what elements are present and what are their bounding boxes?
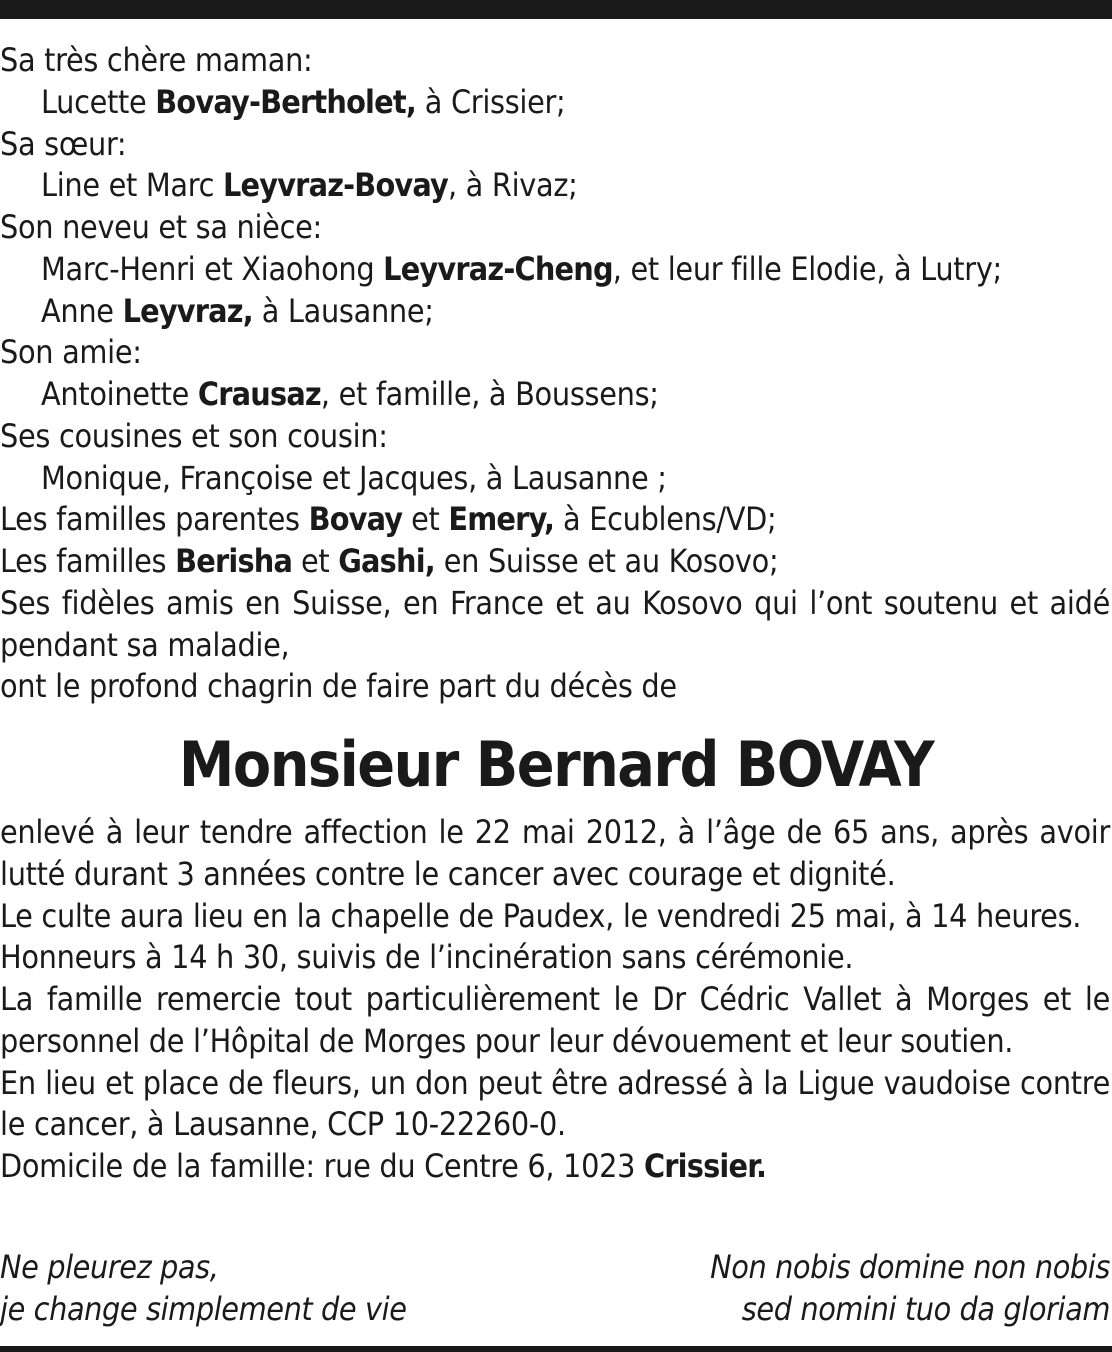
relation-heading (0, 541, 1110, 583)
details-paragraph (0, 937, 1110, 979)
text-segment: Son neveu et sa nièce: (0, 208, 322, 246)
text-segment: Les familles parentes (0, 500, 309, 539)
text-segment: Honneurs à 14 h 30, suivis de l’incinération sans cérémonie. (0, 938, 854, 977)
text-segment: En lieu et place de fleurs, un don peut être adressé à la Ligue vaudoise contre le cancer, à Lausanne, CCP 10-22260-0. (0, 1063, 1110, 1144)
text-segment: Antoinette (41, 375, 198, 413)
bold-name: Gashi, (338, 542, 435, 580)
text-segment: Son amie: (0, 333, 142, 372)
bold-name: Leyvraz-Cheng (383, 249, 613, 288)
relation-heading (0, 332, 1110, 374)
details-paragraph (0, 812, 1110, 896)
quote-right-line: sed nomini tuo da gloriam (741, 1290, 1110, 1328)
bold-name: Bovay-Bertholet, (155, 82, 416, 121)
details-paragraph (0, 896, 1110, 938)
bold-name: Emery, (448, 500, 555, 539)
text-segment: Domicile de la famille: rue du Centre 6, 1023 (0, 1147, 644, 1185)
text-segment: La famille remercie tout particulièrement le Dr Cédric Vallet à Morges et le personnel de l’Hôpital de Morges pour leur dévouement et leur soutien. (0, 980, 1110, 1060)
friends-paragraph: Ses fidèles amis en Suisse, en France et au Kosovo qui l’ont soutenu et aidé pendant sa maladie, (0, 583, 1110, 664)
text-segment: Anne (41, 291, 123, 330)
text-segment: à Crissier; (415, 82, 566, 121)
relation-heading (0, 40, 1110, 82)
text-segment: , et leur fille Elodie, à Lutry; (612, 249, 1002, 288)
text-segment: Sa sœur: (0, 124, 127, 163)
relation-heading (0, 207, 1110, 249)
text-segment: en Suisse et au Kosovo; (434, 542, 779, 580)
text-segment: Marc-Henri et Xiaohong (41, 249, 384, 288)
bold-name: Bovay (308, 500, 403, 539)
text-segment: , à Rivaz; (448, 166, 578, 205)
details-paragraph (0, 1063, 1110, 1147)
bottom-rule (0, 1346, 1112, 1352)
relation-heading (0, 124, 1110, 166)
bold-name: Crausaz (197, 375, 321, 413)
text-segment: Le culte aura lieu en la chapelle de Paudex, le vendredi 25 mai, à 14 heures. (0, 896, 1082, 935)
details-paragraph (0, 979, 1110, 1063)
text-segment: à Ecublens/VD; (554, 500, 777, 539)
details-section (0, 812, 1110, 1188)
text-segment: , et famille, à Boussens; (320, 375, 659, 413)
quote-left (0, 1246, 407, 1330)
family-member-line (0, 458, 1110, 500)
announcement-line: ont le profond chagrin de faire part du décès de (0, 667, 677, 706)
text-segment: Ses cousines et son cousin: (0, 416, 388, 455)
details-paragraph (0, 1146, 1110, 1188)
text-segment: Line et Marc (41, 166, 223, 205)
quote-right (710, 1246, 1110, 1330)
text-segment: Monique, Françoise et Jacques, à Lausanne ; (41, 458, 667, 497)
family-member-line (0, 374, 1110, 416)
bold-name: Leyvraz, (122, 291, 253, 330)
text-segment: Lucette (41, 82, 156, 121)
bold-name: Crissier. (643, 1147, 767, 1185)
family-member-line (0, 165, 1110, 207)
relation-heading (0, 416, 1110, 458)
family-member-line (0, 249, 1110, 291)
text-segment: Sa très chère maman: (0, 41, 313, 79)
quote-left-line: je change simplement de vie (0, 1290, 407, 1328)
text-segment: Les familles (0, 542, 176, 580)
text-segment: à Lausanne; (252, 291, 434, 330)
text-segment: et (292, 542, 339, 580)
family-member-line (0, 82, 1110, 124)
family-lines (0, 40, 1110, 583)
text-segment: enlevé à leur tendre affection le 22 mai 2012, à l’âge de 65 ans, après avoir lutté durant 3 années contre le cancer avec courage et dignité. (0, 813, 1110, 893)
quote-left-line: Ne pleurez pas, (0, 1248, 219, 1286)
quote-right-line: Non nobis domine non nobis (710, 1248, 1110, 1286)
family-member-line (0, 291, 1110, 333)
bold-name: Leyvraz-Bovay (222, 166, 448, 205)
text-segment: et (402, 500, 449, 539)
family-list (0, 40, 1110, 708)
bold-name: Berisha (175, 542, 293, 580)
relation-heading (0, 499, 1110, 541)
top-rule (0, 0, 1112, 19)
deceased-name: Monsieur Bernard BOVAY (178, 728, 934, 801)
